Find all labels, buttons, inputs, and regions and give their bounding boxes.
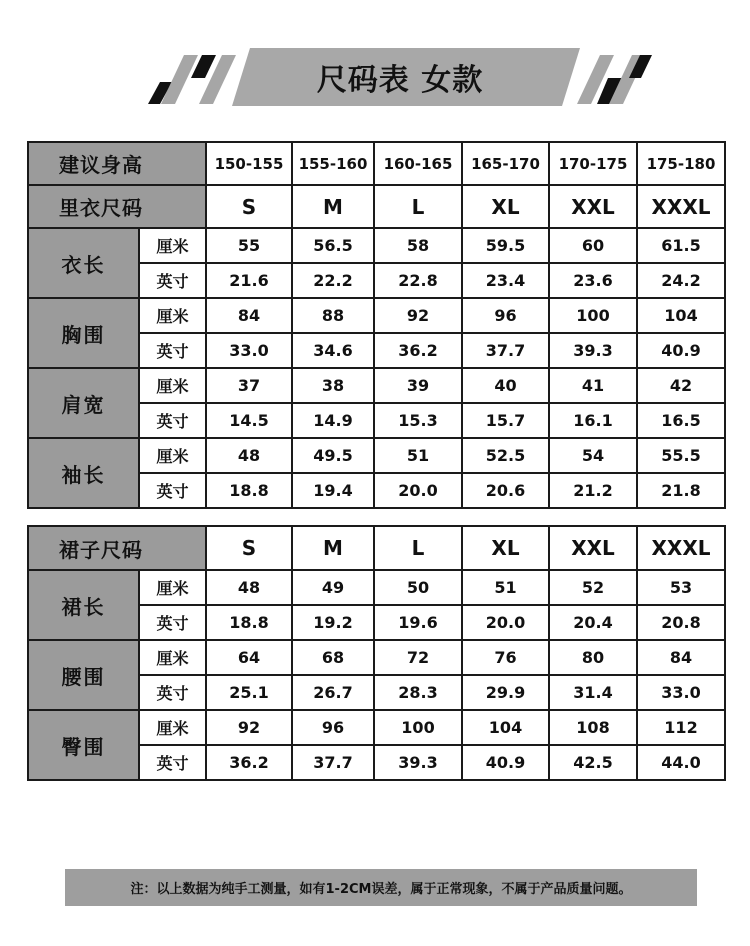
value-cell: 44.0 [637,745,725,780]
page-title: 尺码表 女款 [316,63,484,98]
value-cell: 19.6 [374,605,462,640]
value-cell: 21.2 [549,473,637,508]
value-cell: 58 [374,228,462,263]
value-cell: 84 [637,640,725,675]
value-cell: 31.4 [549,675,637,710]
value-cell: 40.9 [637,333,725,368]
value-cell: 15.7 [462,403,549,438]
measure-label: 胸围 [28,298,139,368]
value-cell: 18.8 [206,473,292,508]
value-cell: 104 [462,710,549,745]
tops-size-table [27,141,726,509]
value-cell: 37.7 [462,333,549,368]
value-cell: 22.2 [292,263,374,298]
value-cell: 24.2 [637,263,725,298]
size-row [28,526,725,570]
value-cell: 76 [462,640,549,675]
value-cell: 48 [206,438,292,473]
value-cell: 72 [374,640,462,675]
value-cell: 19.4 [292,473,374,508]
size-header: XL [462,185,549,228]
skirt-size-table [27,525,726,781]
value-cell: 42 [637,368,725,403]
height-row [28,142,725,185]
value-cell: 59.5 [462,228,549,263]
value-cell: 39 [374,368,462,403]
value-cell: 112 [637,710,725,745]
unit-inch: 英寸 [139,403,206,438]
value-cell: 80 [549,640,637,675]
measure-label: 肩宽 [28,368,139,438]
value-cell: 56.5 [292,228,374,263]
value-cell: 14.9 [292,403,374,438]
left-stripe-2 [161,55,198,104]
value-cell: 29.9 [462,675,549,710]
value-cell: 28.3 [374,675,462,710]
table-row [28,438,725,473]
unit-inch: 英寸 [139,745,206,780]
measure-label: 裙长 [28,570,139,640]
value-cell: 49 [292,570,374,605]
size-header: S [206,526,292,570]
value-cell: 60 [549,228,637,263]
size-label: 裙子尺码 [28,526,206,570]
value-cell: 104 [637,298,725,333]
value-cell: 38 [292,368,374,403]
value-cell: 20.0 [462,605,549,640]
size-label: 里衣尺码 [28,185,206,228]
value-cell: 100 [549,298,637,333]
value-cell: 108 [549,710,637,745]
height-range: 155-160 [292,142,374,185]
value-cell: 20.4 [549,605,637,640]
value-cell: 64 [206,640,292,675]
value-cell: 26.7 [292,675,374,710]
size-header: M [292,185,374,228]
table-row [28,298,725,333]
value-cell: 14.5 [206,403,292,438]
value-cell: 52 [549,570,637,605]
size-header: XXL [549,185,637,228]
unit-cm: 厘米 [139,438,206,473]
unit-cm: 厘米 [139,368,206,403]
unit-cm: 厘米 [139,570,206,605]
height-range: 150-155 [206,142,292,185]
value-cell: 20.0 [374,473,462,508]
table-row [28,368,725,403]
size-header: S [206,185,292,228]
unit-inch: 英寸 [139,675,206,710]
value-cell: 41 [549,368,637,403]
size-header: XXXL [637,526,725,570]
value-cell: 15.3 [374,403,462,438]
value-cell: 54 [549,438,637,473]
value-cell: 22.8 [374,263,462,298]
unit-cm: 厘米 [139,640,206,675]
value-cell: 40 [462,368,549,403]
value-cell: 61.5 [637,228,725,263]
value-cell: 88 [292,298,374,333]
table-row [28,710,725,745]
height-range: 170-175 [549,142,637,185]
measure-label: 腰围 [28,640,139,710]
height-range: 175-180 [637,142,725,185]
value-cell: 20.6 [462,473,549,508]
size-row [28,185,725,228]
value-cell: 48 [206,570,292,605]
value-cell: 33.0 [206,333,292,368]
measure-label: 衣长 [28,228,139,298]
value-cell: 96 [462,298,549,333]
value-cell: 19.2 [292,605,374,640]
value-cell: 39.3 [549,333,637,368]
unit-inch: 英寸 [139,263,206,298]
value-cell: 52.5 [462,438,549,473]
value-cell: 21.6 [206,263,292,298]
measurement-note: 注：以上数据为纯手工测量，如有1-2CM误差，属于正常现象，不属于产品质量问题。 [65,869,697,906]
value-cell: 53 [637,570,725,605]
measure-label: 袖长 [28,438,139,508]
value-cell: 92 [374,298,462,333]
height-range: 160-165 [374,142,462,185]
size-header: XL [462,526,549,570]
measure-label: 臀围 [28,710,139,780]
value-cell: 96 [292,710,374,745]
value-cell: 42.5 [549,745,637,780]
height-label: 建议身高 [28,142,206,185]
value-cell: 34.6 [292,333,374,368]
value-cell: 36.2 [206,745,292,780]
unit-inch: 英寸 [139,333,206,368]
unit-cm: 厘米 [139,298,206,333]
value-cell: 55.5 [637,438,725,473]
table-row [28,570,725,605]
value-cell: 37 [206,368,292,403]
value-cell: 23.6 [549,263,637,298]
value-cell: 84 [206,298,292,333]
value-cell: 16.1 [549,403,637,438]
value-cell: 23.4 [462,263,549,298]
value-cell: 40.9 [462,745,549,780]
size-header: M [292,526,374,570]
height-range: 165-170 [462,142,549,185]
value-cell: 49.5 [292,438,374,473]
size-header: L [374,185,462,228]
value-cell: 25.1 [206,675,292,710]
table-row [28,640,725,675]
size-header: XXXL [637,185,725,228]
value-cell: 100 [374,710,462,745]
size-header: L [374,526,462,570]
value-cell: 18.8 [206,605,292,640]
unit-inch: 英寸 [139,605,206,640]
value-cell: 37.7 [292,745,374,780]
value-cell: 20.8 [637,605,725,640]
value-cell: 36.2 [374,333,462,368]
table-row [28,228,725,263]
value-cell: 39.3 [374,745,462,780]
value-cell: 55 [206,228,292,263]
value-cell: 33.0 [637,675,725,710]
unit-cm: 厘米 [139,710,206,745]
value-cell: 16.5 [637,403,725,438]
value-cell: 51 [462,570,549,605]
value-cell: 51 [374,438,462,473]
value-cell: 50 [374,570,462,605]
value-cell: 21.8 [637,473,725,508]
value-cell: 92 [206,710,292,745]
size-header: XXL [549,526,637,570]
value-cell: 68 [292,640,374,675]
unit-cm: 厘米 [139,228,206,263]
title-banner [0,0,750,120]
unit-inch: 英寸 [139,473,206,508]
